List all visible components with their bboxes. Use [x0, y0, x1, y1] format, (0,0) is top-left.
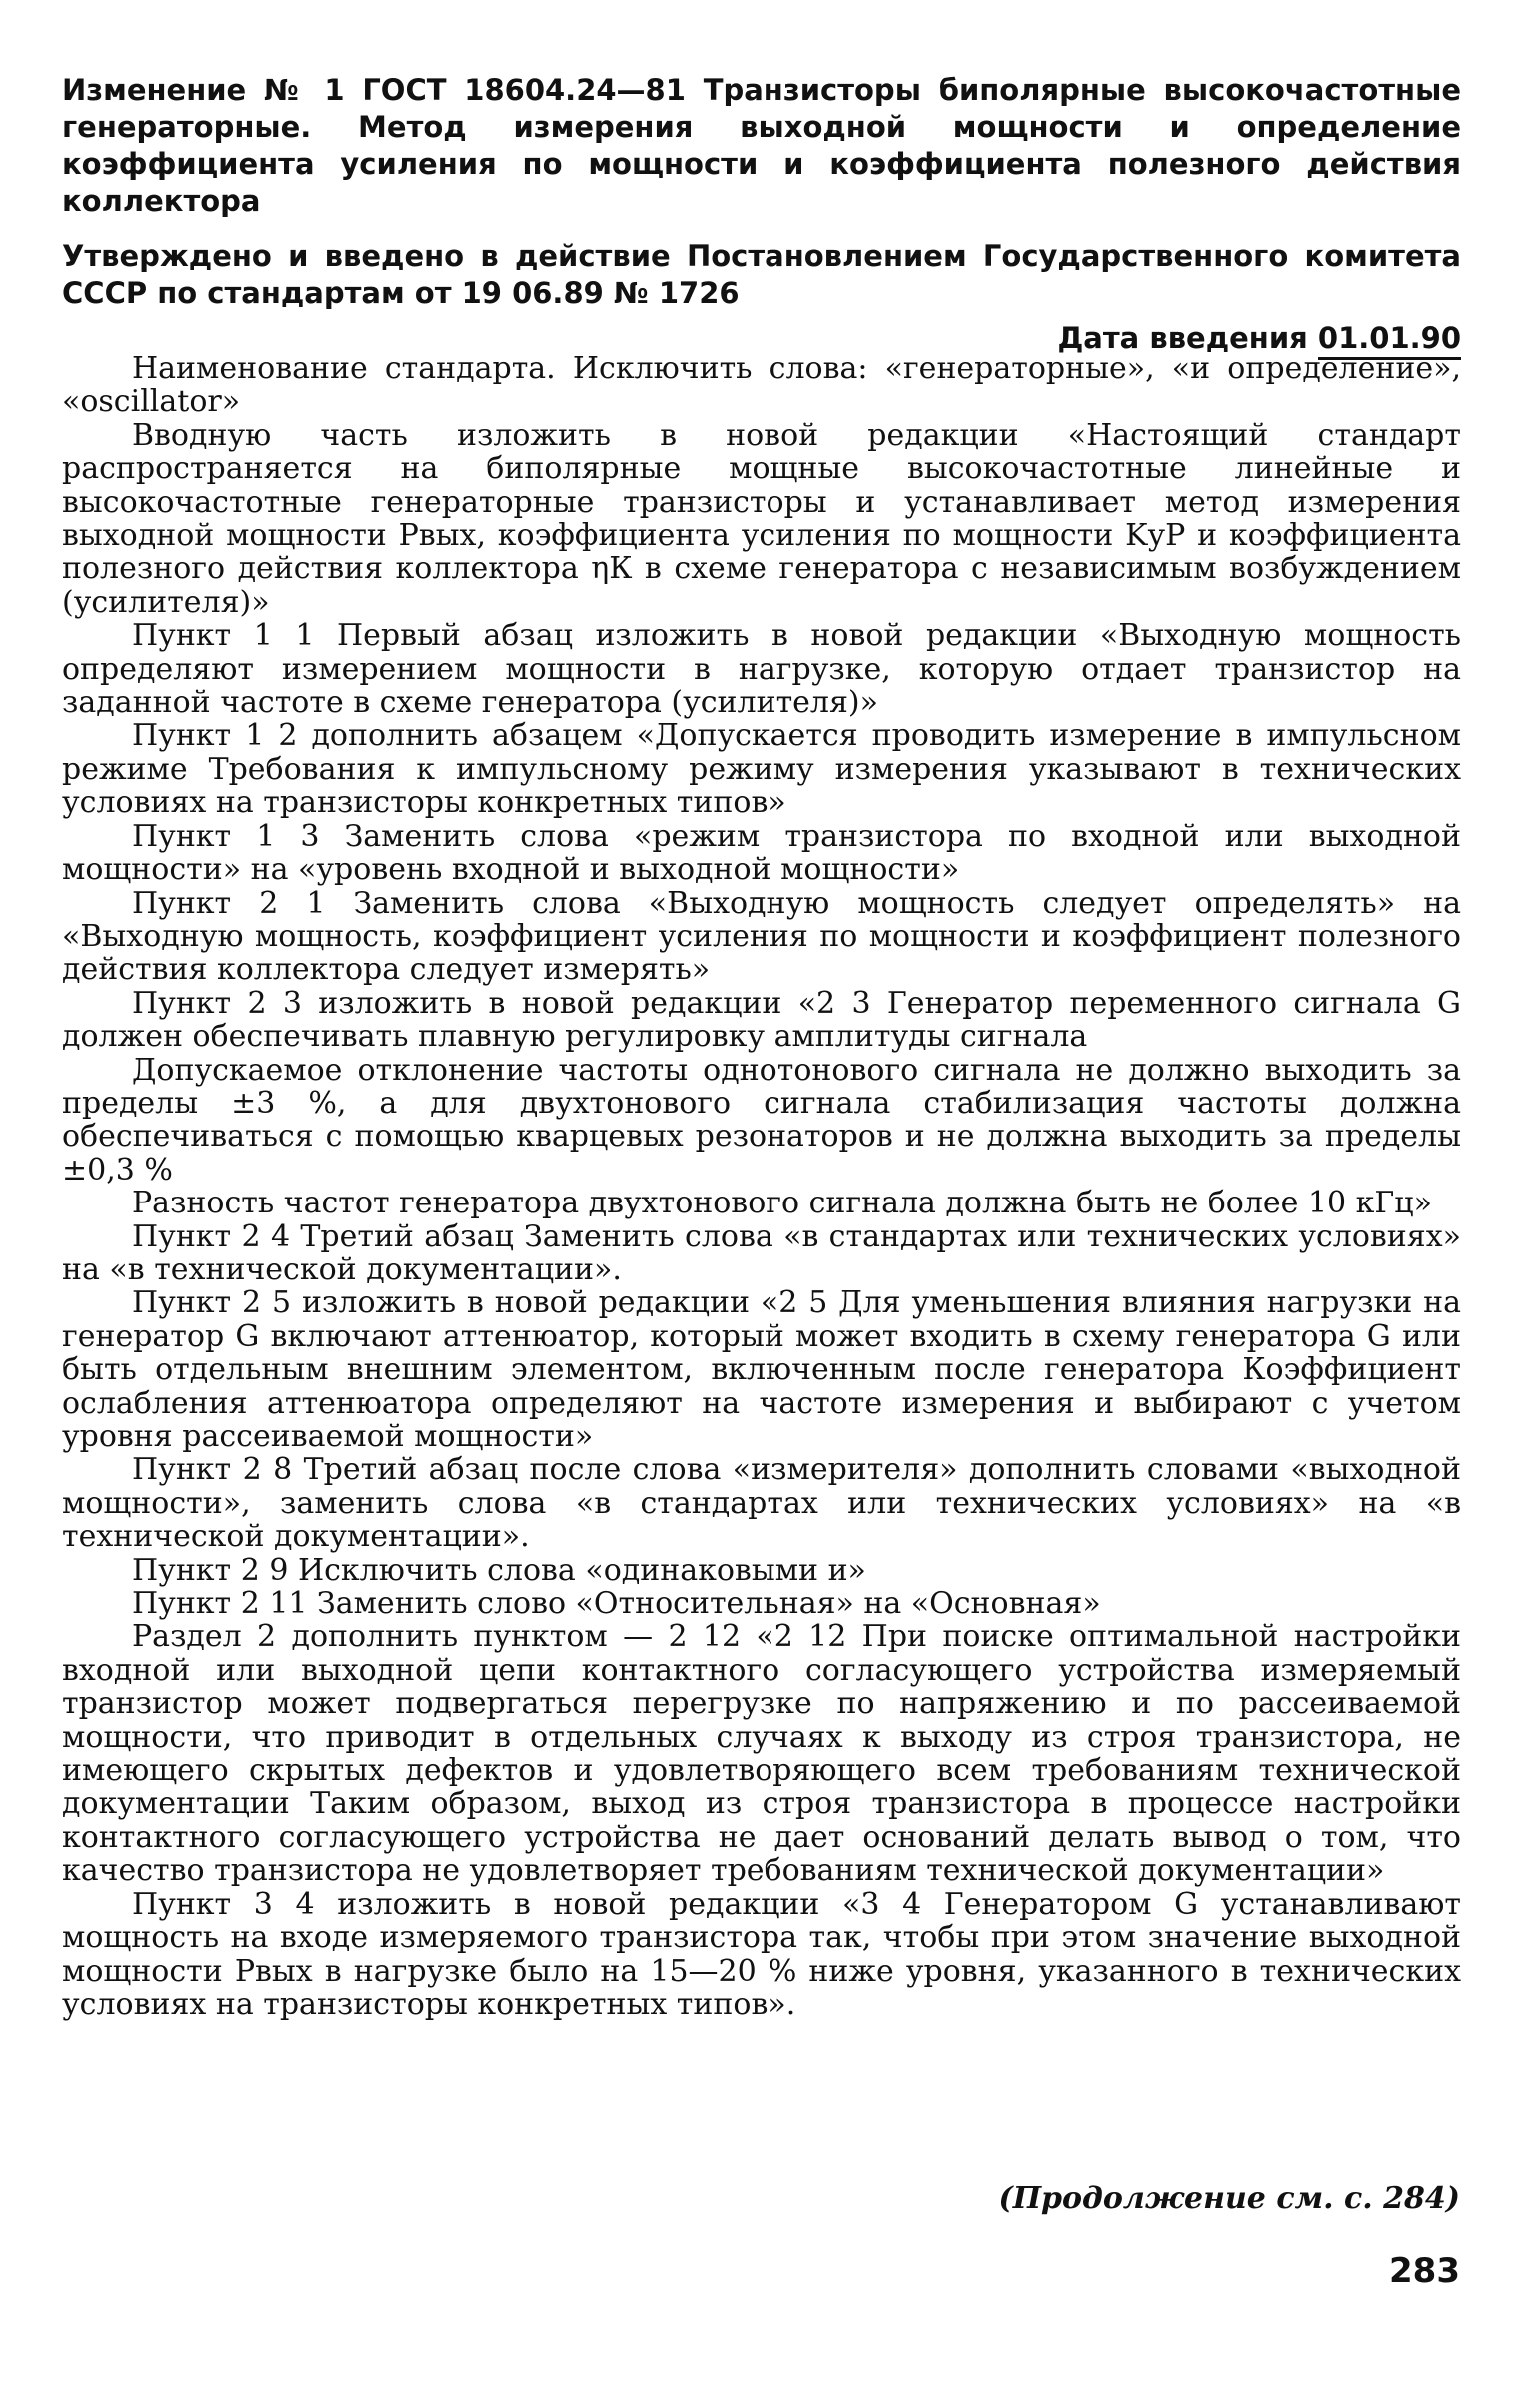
paragraph: Пункт 2 11 Заменить слово «Относительная» на «Основная»: [132, 1586, 1101, 1622]
paragraph: Пункт 2 5 изложить в новой редакции «2 5 Для уменьшения влияния нагрузки на генератор G включают аттенюатор, который может входить в схему генератора G или быть отдельным внешним элементом, включенным после генератора Коэффициент ослабления аттенюатора определяют на частоте измерения и выбирают с учетом уровня рассеиваемой мощности»: [62, 1285, 1461, 1454]
document-header: [62, 72, 1461, 357]
approval-statement: Утверждено и введено в действие Постановлением Государственного комитета СССР по стандартам от 19 06.89 № 1726: [62, 239, 1461, 310]
paragraph: Вводную часть изложить в новой редакции «Настоящий стандарт распространяется на биполярные мощные высокочастотные линейные и высокочастотные генераторные транзисторы и устанавливает метод измерения выходной мощности Pвых, коэффициента усиления по мощности KуP и коэффициента полезного действия коллектора ηК в схеме генератора с независимым возбуждением (усилителя)»: [62, 417, 1461, 620]
paragraph: Допускаемое отклонение частоты однотонового сигнала не должно выходить за пределы ±3 %, а для двухтонового сигнала стабилизация частоты должна обеспечиваться с помощью кварцевых резонаторов и не должна выходить за пределы ±0,3 %: [62, 1052, 1461, 1188]
paragraph: Пункт 2 1 Заменить слова «Выходную мощность следует определять» на «Выходную мощность, коэффициент усиления по мощности и коэффициент полезного действия коллектора следует измерять»: [62, 885, 1461, 988]
effective-date-value: 01.01.90: [1318, 321, 1461, 360]
continuation-note: (Продолжение см. с. 284): [998, 2181, 1460, 2216]
paragraph: Пункт 2 3 изложить в новой редакции «2 3 Генератор переменного сигнала G должен обеспечивать плавную регулировку амплитуды сигнала: [62, 985, 1461, 1055]
document-body: [62, 352, 1461, 2021]
paragraph: Разность частот генератора двухтонового сигнала должна быть не более 10 кГц»: [132, 1186, 1432, 1221]
paragraph: Пункт 3 4 изложить в новой редакции «3 4 Генератором G устанавливают мощность на входе измеряемого транзистора так, чтобы при этом значение выходной мощности Pвых в нагрузке было на 15—20 % ниже уровня, указанного в технических условиях на транзисторы конкретных типов».: [62, 1886, 1461, 2022]
paragraph: Наименование стандарта. Исключить слова: «генераторные», «и определение», «oscillator»: [62, 351, 1461, 420]
amendment-title: Изменение № 1 ГОСТ 18604.24—81 Транзисторы биполярные высокочастотные генераторные. Метод измерения выходной мощности и определение коэффициента усиления по мощности и коэффициента полезного действия коллектора: [62, 73, 1461, 218]
paragraph: Пункт 1 1 Первый абзац изложить в новой редакции «Выходную мощность определяют измерением мощности в нагрузке, которую отдает транзистор на заданной частоте в схеме генератора (усилителя)»: [62, 618, 1461, 721]
paragraph: Пункт 2 9 Исключить слова «одинаковыми и»: [132, 1552, 866, 1588]
paragraph: Пункт 1 3 Заменить слова «режим транзистора по входной или выходной мощности» на «уровень входной и выходной мощности»: [62, 818, 1461, 888]
page-number: 283: [1389, 2251, 1460, 2291]
paragraph: Раздел 2 дополнить пунктом — 2 12 «2 12 При поиске оптимальной настройки входной или выходной цепи контактного согласующего устройства измеряемый транзистор может подвергаться перегрузке по напряжению и по рассеиваемой мощности, что приводит в отдельных случаях к выходу из строя транзистора, не имеющего скрытых дефектов и удовлетворяющего всем требованиям технической документации Таким образом, выход из строя транзистора в процессе настройки контактного согласующего устройства не дает оснований делать вывод о том, что качество транзистора не удовлетворяет требованиям технической документации»: [62, 1619, 1461, 1889]
effective-date-label: Дата введения: [1057, 321, 1308, 355]
paragraph: Пункт 2 8 Третий абзац после слова «измерителя» дополнить словами «выходной мощности», заменить слова «в стандартах или технических условиях» на «в технической документации».: [62, 1452, 1461, 1555]
paragraph: Пункт 2 4 Третий абзац Заменить слова «в стандартах или технических условиях» на «в технической документации».: [62, 1218, 1461, 1287]
paragraph: Пункт 1 2 дополнить абзацем «Допускается проводить измерение в импульсном режиме Требования к импульсному режиму измерения указывают в технических условиях на транзисторы конкретных типов»: [62, 718, 1461, 821]
